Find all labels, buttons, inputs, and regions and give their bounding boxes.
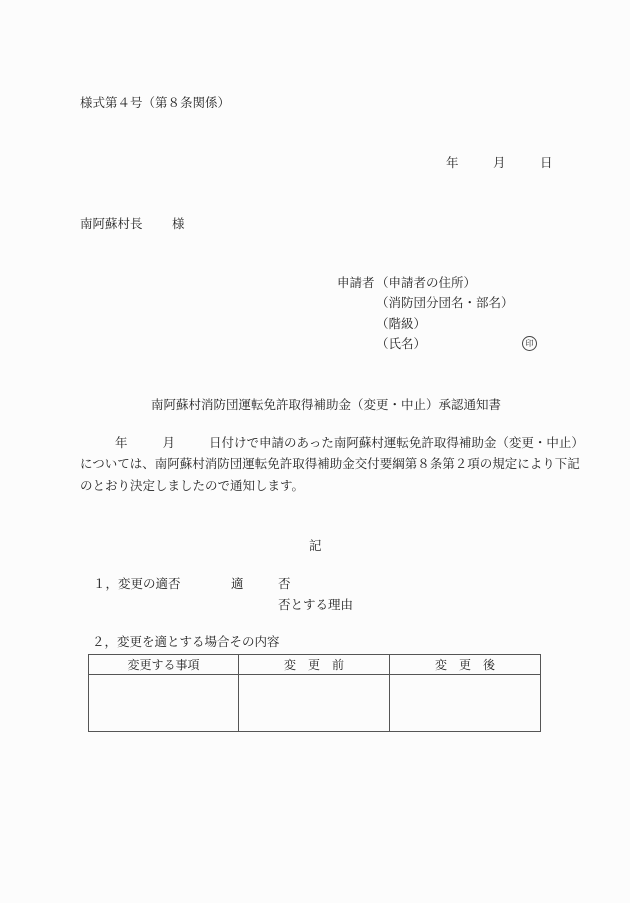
cell-after-change (390, 675, 541, 732)
applicant-label: 申請者 (337, 275, 375, 290)
body-text-line-3: のとおり決定しましたので通知します。 (80, 478, 305, 493)
header-after-change: 変 更 後 (390, 655, 541, 675)
item1-approve-option: 適 (231, 576, 244, 591)
addressee-honorific: 様 (172, 216, 185, 231)
date-day-label: 日 (540, 155, 553, 170)
cell-change-item (89, 675, 239, 732)
form-number: 様式第４号（第８条関係） (80, 95, 231, 110)
header-change-item: 変更する事項 (89, 655, 239, 675)
seal-icon: 印 (522, 336, 537, 351)
item1-label: １，変更の適否 (93, 576, 181, 591)
change-details-table (88, 654, 541, 732)
body-year-label: 年 (115, 435, 128, 450)
item2-label: ２，変更を適とする場合その内容 (92, 634, 280, 649)
table-row (89, 675, 541, 732)
body-line1-rest: 日付けで申請のあった南阿蘇村運転免許取得補助金（変更・中止） (209, 435, 584, 450)
applicant-unit-field: （消防団分団名・部名） (376, 295, 514, 310)
item1-reject-option: 否 (278, 576, 291, 591)
addressee-name: 南阿蘇村長 (80, 216, 143, 231)
date-month-label: 月 (493, 155, 506, 170)
item1-reject-reason-label: 否とする理由 (278, 597, 354, 612)
body-text-line-2: については、南阿蘇村消防団運転免許取得補助金交付要綱第８条第２項の規定により下記 (80, 456, 580, 471)
ki-heading: 記 (309, 538, 322, 553)
document-title: 南阿蘇村消防団運転免許取得補助金（変更・中止）承認通知書 (151, 397, 502, 412)
body-text-line-1 (80, 437, 584, 450)
applicant-rank-field: （階級） (376, 316, 427, 331)
applicant-address-field: （申請者の住所） (376, 275, 477, 290)
body-month-label: 月 (162, 435, 176, 450)
table-header-row (89, 655, 541, 675)
cell-before-change (239, 675, 390, 732)
date-year-label: 年 (446, 155, 459, 170)
header-before-change: 変 更 前 (239, 655, 390, 675)
applicant-name-field: （氏名） (376, 336, 427, 351)
